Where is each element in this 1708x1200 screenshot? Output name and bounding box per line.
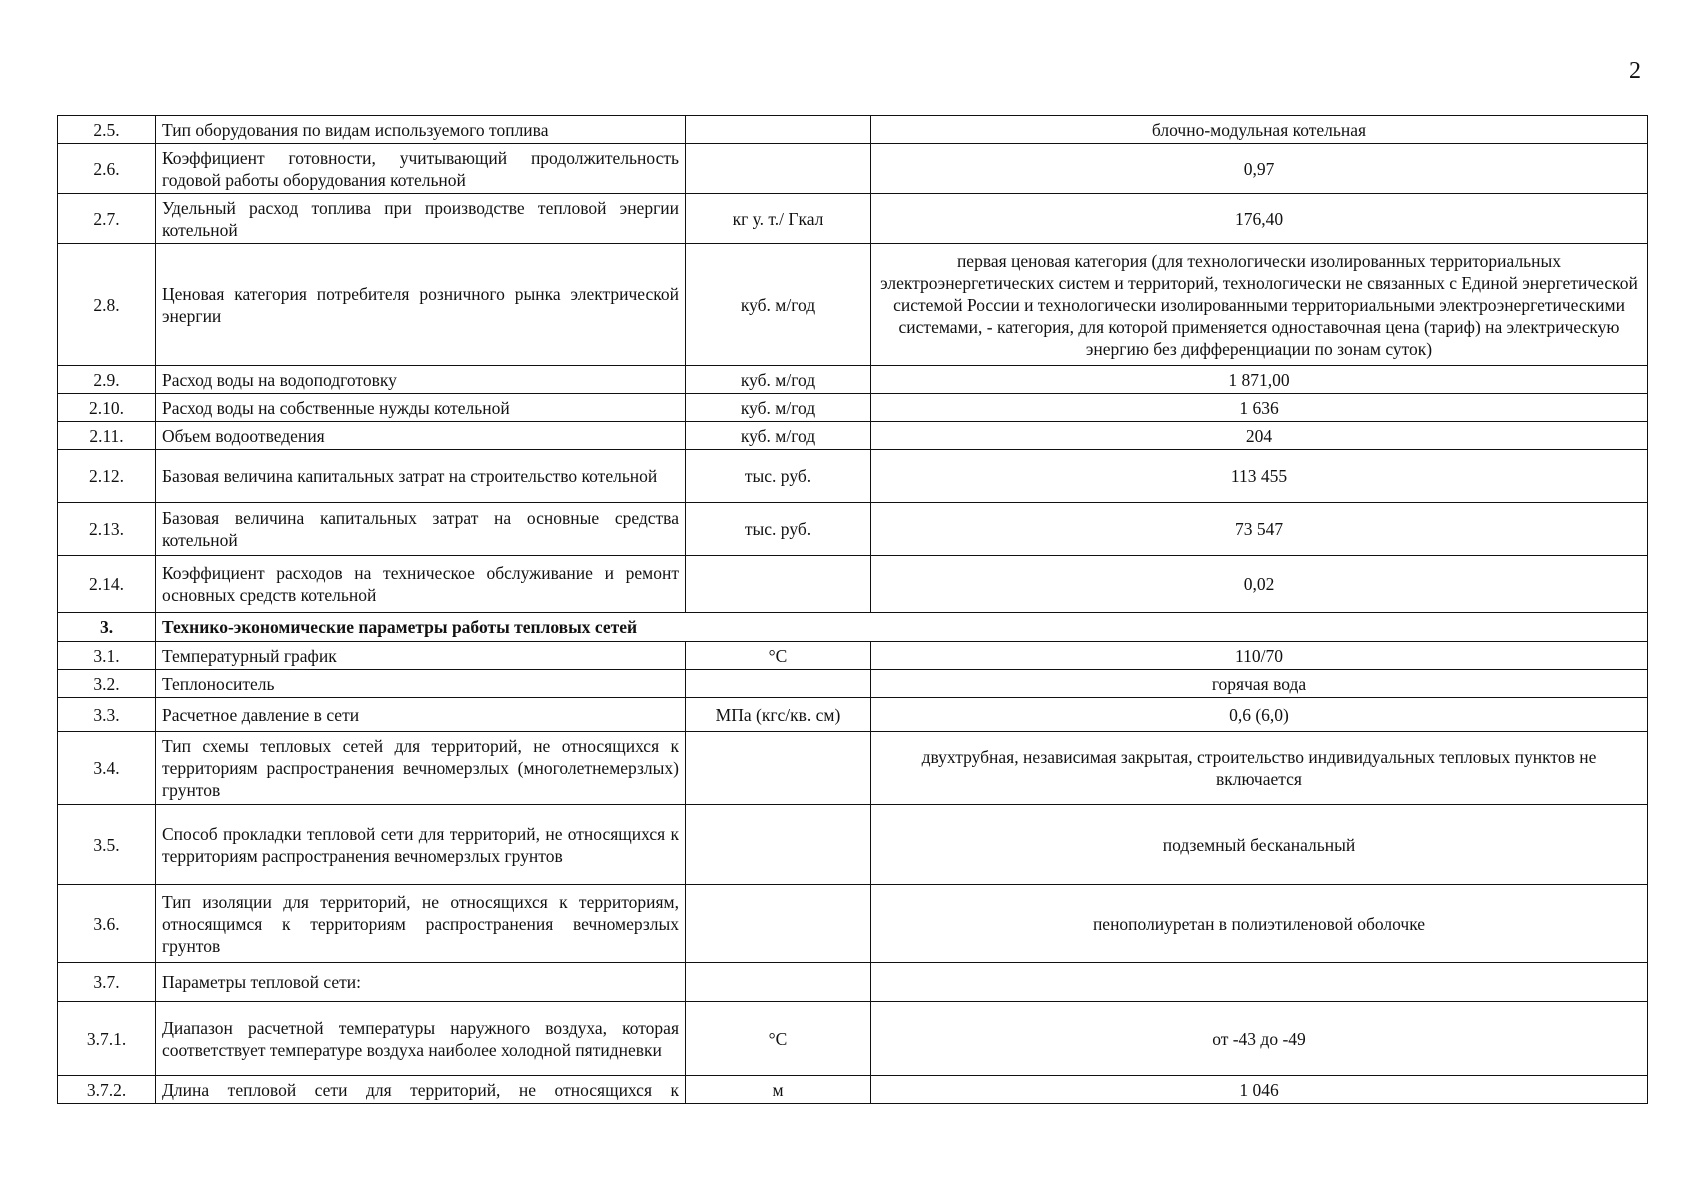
row-value: 1 046 [871, 1076, 1648, 1104]
table-row [58, 556, 1648, 613]
row-unit: куб. м/год [686, 366, 871, 394]
row-unit: кг у. т./ Гкал [686, 194, 871, 244]
row-value: 110/70 [871, 642, 1648, 670]
page-number: 2 [1629, 58, 1641, 84]
row-value: 176,40 [871, 194, 1648, 244]
row-unit [686, 963, 871, 1002]
row-name: Длина тепловой сети для территорий, не относящихся к [156, 1076, 686, 1104]
row-unit: куб. м/год [686, 244, 871, 366]
row-number: 3.7.2. [58, 1076, 156, 1104]
row-number: 3.6. [58, 885, 156, 963]
row-unit: куб. м/год [686, 394, 871, 422]
row-number: 2.5. [58, 116, 156, 144]
row-unit: °С [686, 642, 871, 670]
row-unit [686, 732, 871, 805]
row-value: первая ценовая категория (для технологически изолированных территориальных электроэнергетических систем и территорий, технологически не связанных с Единой энергетической системой России и технологически изолированными территориальными электроэнергетическими системами, - категория, для которой применяется одноставочная цена (тариф) на электрическую энергию без дифференциации по зонам суток) [871, 244, 1648, 366]
row-value: 0,97 [871, 144, 1648, 194]
table-row [58, 732, 1648, 805]
section-header-row [58, 613, 1648, 642]
row-value: горячая вода [871, 670, 1648, 698]
row-number: 2.7. [58, 194, 156, 244]
row-name: Тип оборудования по видам используемого топлива [156, 116, 686, 144]
row-number: 3.7.1. [58, 1002, 156, 1076]
table-row [58, 450, 1648, 503]
table-row [58, 244, 1648, 366]
parameters-table [57, 115, 1648, 1104]
table-row [58, 366, 1648, 394]
row-unit: тыс. руб. [686, 450, 871, 503]
table-row [58, 503, 1648, 556]
row-value: 73 547 [871, 503, 1648, 556]
row-value: от -43 до -49 [871, 1002, 1648, 1076]
table-row [58, 1076, 1648, 1104]
row-name: Ценовая категория потребителя розничного рынка электрической энергии [156, 244, 686, 366]
table-row [58, 963, 1648, 1002]
table-row [58, 698, 1648, 732]
row-number: 2.8. [58, 244, 156, 366]
row-name: Теплоноситель [156, 670, 686, 698]
table-row [58, 144, 1648, 194]
table-row [58, 116, 1648, 144]
row-name: Расчетное давление в сети [156, 698, 686, 732]
row-unit [686, 670, 871, 698]
row-number: 3.3. [58, 698, 156, 732]
row-value: 1 636 [871, 394, 1648, 422]
row-number: 3.2. [58, 670, 156, 698]
row-number: 2.9. [58, 366, 156, 394]
row-value: 0,02 [871, 556, 1648, 613]
table-row [58, 885, 1648, 963]
row-number: 2.12. [58, 450, 156, 503]
row-name: Тип схемы тепловых сетей для территорий, не относящихся к территориям распространения вечномерзлых (многолетнемерзлых) грунтов [156, 732, 686, 805]
table-row [58, 670, 1648, 698]
row-number: 3.1. [58, 642, 156, 670]
row-unit [686, 885, 871, 963]
row-name: Температурный график [156, 642, 686, 670]
row-number: 3.4. [58, 732, 156, 805]
row-unit [686, 556, 871, 613]
row-value: двухтрубная, независимая закрытая, строительство индивидуальных тепловых пунктов не включается [871, 732, 1648, 805]
section-title: Технико-экономические параметры работы тепловых сетей [156, 613, 1648, 642]
row-number: 3.7. [58, 963, 156, 1002]
row-unit: МПа (кгс/кв. см) [686, 698, 871, 732]
row-unit [686, 805, 871, 885]
row-name: Диапазон расчетной температуры наружного воздуха, которая соответствует температуре воздуха наиболее холодной пятидневки [156, 1002, 686, 1076]
row-value: 113 455 [871, 450, 1648, 503]
row-number: 2.11. [58, 422, 156, 450]
row-name: Тип изоляции для территорий, не относящихся к территориям, относящимся к территориям распространения вечномерзлых грунтов [156, 885, 686, 963]
row-name: Объем водоотведения [156, 422, 686, 450]
table-row [58, 394, 1648, 422]
table-row [58, 194, 1648, 244]
row-number: 2.14. [58, 556, 156, 613]
row-unit: °С [686, 1002, 871, 1076]
row-value: 1 871,00 [871, 366, 1648, 394]
row-number: 2.10. [58, 394, 156, 422]
table-row [58, 805, 1648, 885]
row-unit: куб. м/год [686, 422, 871, 450]
row-unit: м [686, 1076, 871, 1104]
section-number: 3. [58, 613, 156, 642]
row-name: Удельный расход топлива при производстве тепловой энергии котельной [156, 194, 686, 244]
row-name: Коэффициент готовности, учитывающий продолжительность годовой работы оборудования котельной [156, 144, 686, 194]
row-name: Базовая величина капитальных затрат на строительство котельной [156, 450, 686, 503]
row-value: блочно-модульная котельная [871, 116, 1648, 144]
row-name: Параметры тепловой сети: [156, 963, 686, 1002]
row-value: подземный бесканальный [871, 805, 1648, 885]
row-name: Расход воды на водоподготовку [156, 366, 686, 394]
table-row [58, 642, 1648, 670]
row-value: 204 [871, 422, 1648, 450]
row-unit: тыс. руб. [686, 503, 871, 556]
row-unit [686, 116, 871, 144]
row-name: Расход воды на собственные нужды котельной [156, 394, 686, 422]
row-number: 2.13. [58, 503, 156, 556]
row-unit [686, 144, 871, 194]
row-value [871, 963, 1648, 1002]
table-row [58, 422, 1648, 450]
row-value: 0,6 (6,0) [871, 698, 1648, 732]
table-row [58, 1002, 1648, 1076]
row-name: Способ прокладки тепловой сети для территорий, не относящихся к территориям распространения вечномерзлых грунтов [156, 805, 686, 885]
row-name: Коэффициент расходов на техническое обслуживание и ремонт основных средств котельной [156, 556, 686, 613]
row-number: 2.6. [58, 144, 156, 194]
row-number: 3.5. [58, 805, 156, 885]
row-value: пенополиуретан в полиэтиленовой оболочке [871, 885, 1648, 963]
row-name: Базовая величина капитальных затрат на основные средства котельной [156, 503, 686, 556]
